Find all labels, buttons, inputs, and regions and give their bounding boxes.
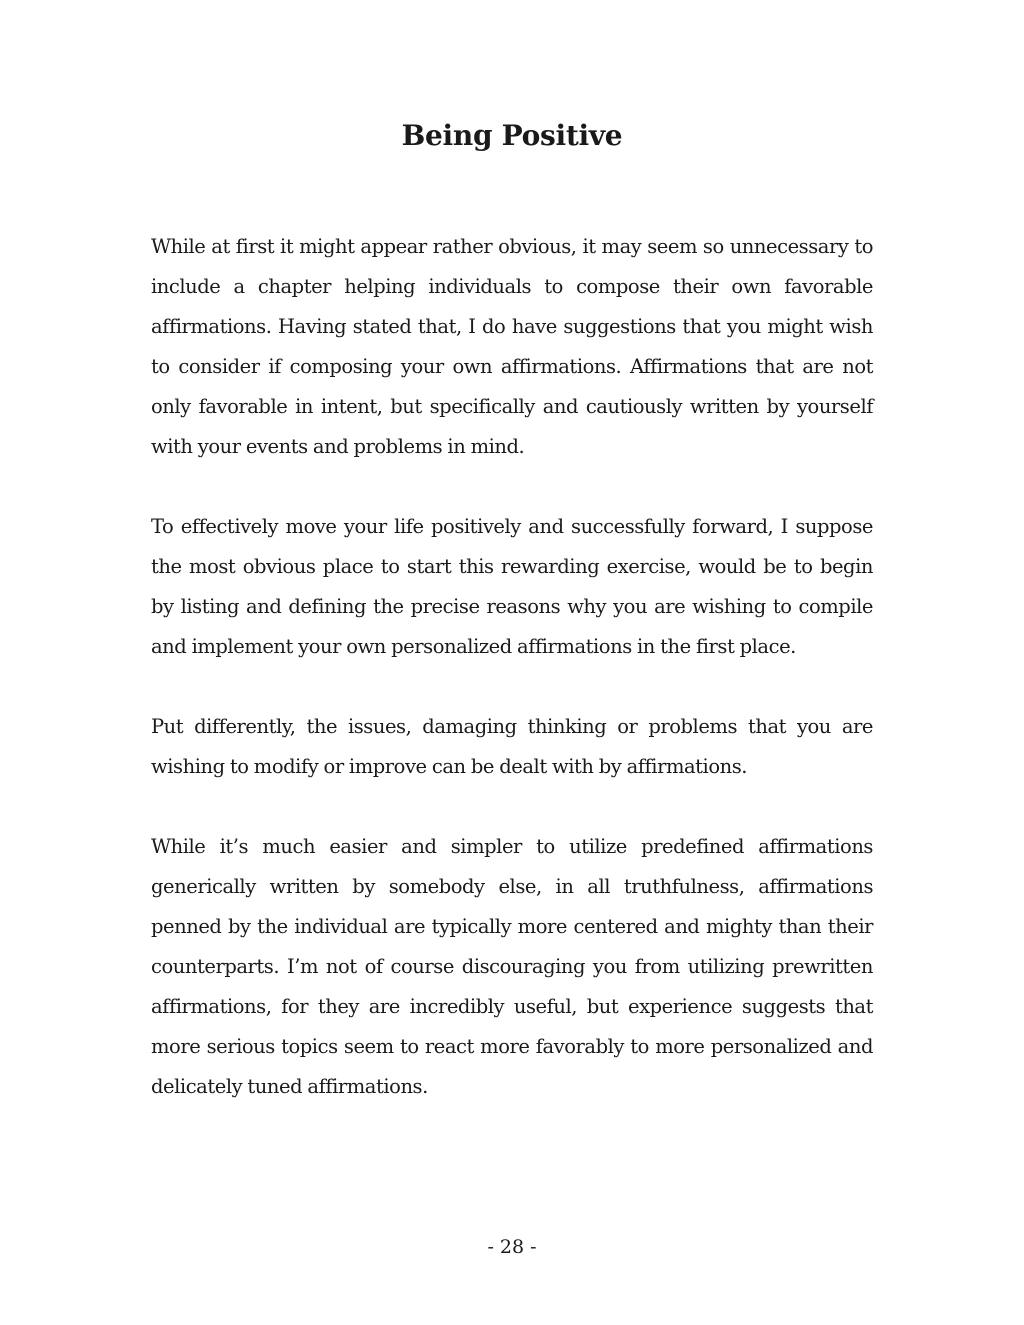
paragraph-1: While at first it might appear rather obvious, it may seem so unnecessary to include a chapter helping individuals to compose their own favorable affirmations. Having stated that, I do have suggestions that you might wish to consider if composing your own affirmations. Affirmations that are not only favorable in intent, but specifically and cautiously written by yourself with your events and problems in mind. xyxy=(151,235,873,458)
paragraph-4: While it’s much easier and simpler to utilize predefined affirmations generically written by somebody else, in all truthfulness, affirmations penned by the individual are typically more centered and mighty than their counterparts. I’m not of course discouraging you from utilizing prewritten affirmations, for they are incredibly useful, but experience suggests that more serious topics seem to react more favorably to more personalized and delicately tuned affirmations. xyxy=(151,835,873,1098)
page-title: Being Positive xyxy=(401,119,623,152)
page-number: - 28 - xyxy=(487,1236,537,1258)
body-text xyxy=(151,227,873,1107)
paragraph-2: To effectively move your life positively and successfully forward, I suppose the most obvious place to start this rewarding exercise, would be to begin by listing and defining the precise reasons why you are wishing to compile and implement your own personalized affirmations in the first place. xyxy=(151,515,873,658)
paragraph-3: Put differently, the issues, damaging thinking or problems that you are wishing to modify or improve can be dealt with by affirmations. xyxy=(151,715,873,778)
